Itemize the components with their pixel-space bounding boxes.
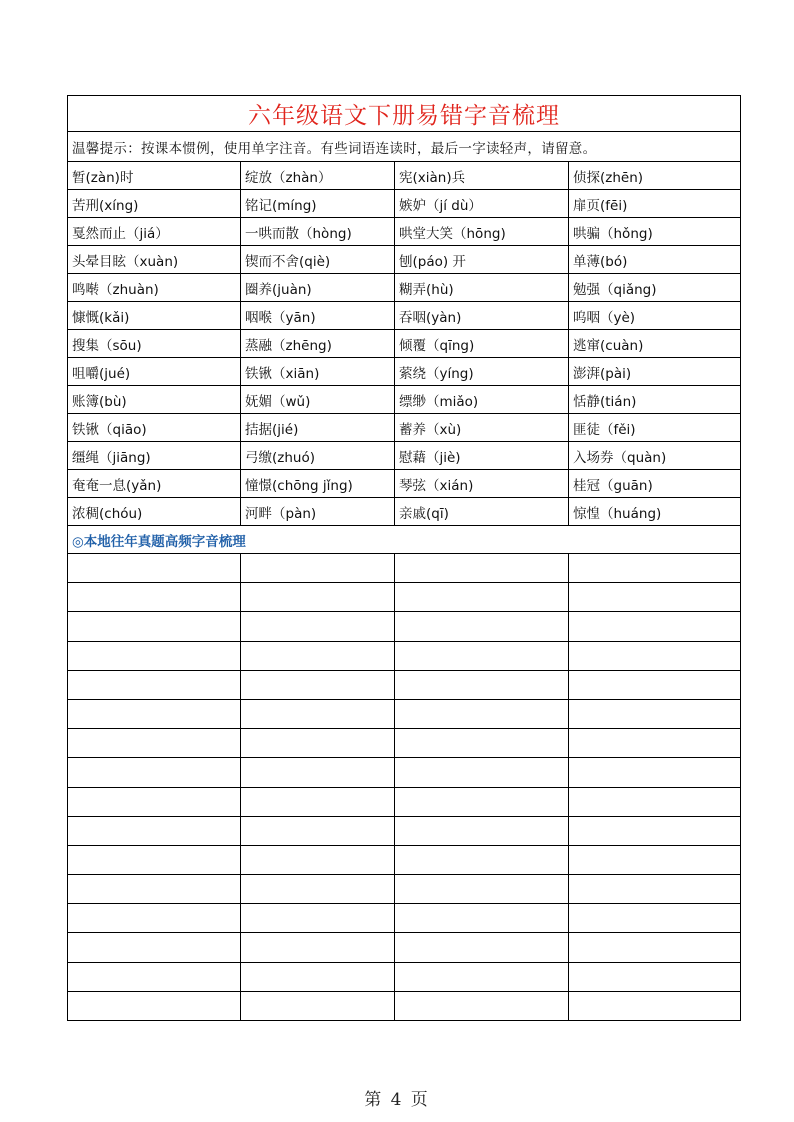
table-row <box>68 358 741 386</box>
blank-cell <box>68 554 241 583</box>
word-cell: 哄骗（hǒng) <box>569 218 741 246</box>
blank-row <box>68 641 741 670</box>
blank-cell <box>68 699 241 728</box>
blank-cell <box>395 670 569 699</box>
blank-cell <box>241 991 395 1020</box>
blank-cell <box>395 641 569 670</box>
table-row <box>68 218 741 246</box>
blank-cell <box>241 875 395 904</box>
title-row <box>68 96 741 132</box>
word-cell: 拮据(jié) <box>241 414 395 442</box>
blank-cell <box>395 758 569 787</box>
blank-cell <box>569 787 741 816</box>
blank-row <box>68 962 741 991</box>
blank-row <box>68 991 741 1020</box>
blank-cell <box>569 729 741 758</box>
word-cell: 缥缈（miǎo) <box>395 386 569 414</box>
word-cell: 浓稠(chóu) <box>68 498 241 526</box>
blank-cell <box>395 962 569 991</box>
blank-cell <box>395 816 569 845</box>
word-cell: 慰藉（jiè) <box>395 442 569 470</box>
blank-cell <box>569 612 741 641</box>
section-row <box>68 526 741 554</box>
word-cell: 缰绳（jiāng) <box>68 442 241 470</box>
word-cell: 蓄养（xù) <box>395 414 569 442</box>
word-cell: 戛然而止（jiá） <box>68 218 241 246</box>
blank-cell <box>569 583 741 612</box>
word-cell: 暂(zàn)时 <box>68 162 241 190</box>
blank-cell <box>395 991 569 1020</box>
blank-cell <box>241 962 395 991</box>
tip-row <box>68 132 741 162</box>
word-cell: 匪徒（fěi) <box>569 414 741 442</box>
word-cell: 糊弄(hù) <box>395 274 569 302</box>
table-row <box>68 414 741 442</box>
blank-cell <box>68 991 241 1020</box>
word-cell: 苦刑(xíng) <box>68 190 241 218</box>
blank-cell <box>68 787 241 816</box>
blank-cell <box>395 583 569 612</box>
word-cell: 亲戚(qī) <box>395 498 569 526</box>
blank-cell <box>395 845 569 874</box>
word-cell: 刨(páo) 开 <box>395 246 569 274</box>
blank-row <box>68 583 741 612</box>
word-cell: 河畔（pàn) <box>241 498 395 526</box>
word-cell: 萦绕（yíng) <box>395 358 569 386</box>
blank-cell <box>68 612 241 641</box>
word-cell: 弓缴(zhuó) <box>241 442 395 470</box>
blank-row <box>68 554 741 583</box>
blank-cell <box>569 670 741 699</box>
word-cell: 铭记(míng) <box>241 190 395 218</box>
blank-cell <box>241 583 395 612</box>
word-cell: 嫉妒（jí dù） <box>395 190 569 218</box>
word-cell: 澎湃(pài) <box>569 358 741 386</box>
blank-cell <box>241 816 395 845</box>
blank-cell <box>241 554 395 583</box>
blank-cell <box>241 904 395 933</box>
word-cell: 蒸融（zhēng) <box>241 330 395 358</box>
word-cell: 侦探(zhēn) <box>569 162 741 190</box>
blank-cell <box>241 845 395 874</box>
table-row <box>68 442 741 470</box>
blank-cell <box>68 641 241 670</box>
blank-cell <box>241 787 395 816</box>
word-cell: 咀嚼(jué) <box>68 358 241 386</box>
word-cell: 逃窜(cuàn) <box>569 330 741 358</box>
blank-row <box>68 670 741 699</box>
word-cell: 慷慨(kǎi) <box>68 302 241 330</box>
word-cell: 勉强（qiǎng) <box>569 274 741 302</box>
blank-cell <box>68 583 241 612</box>
word-cell: 账簿(bù) <box>68 386 241 414</box>
word-cell: 呜咽（yè) <box>569 302 741 330</box>
word-cell: 圈养(juàn) <box>241 274 395 302</box>
word-cell: 一哄而散（hòng) <box>241 218 395 246</box>
blank-cell <box>68 758 241 787</box>
word-cell: 锲而不舍(qiè) <box>241 246 395 274</box>
page-number: 第 4 页 <box>364 1090 430 1110</box>
blank-cell <box>569 816 741 845</box>
word-cell: 哄堂大笑（hōng) <box>395 218 569 246</box>
blank-cell <box>569 962 741 991</box>
word-cell: 入场券（quàn) <box>569 442 741 470</box>
table-row <box>68 190 741 218</box>
blank-cell <box>241 699 395 728</box>
blank-cell <box>569 554 741 583</box>
word-cell: 妩媚（wǔ) <box>241 386 395 414</box>
pronunciation-table <box>67 95 741 1021</box>
blank-cell <box>569 845 741 874</box>
blank-cell <box>68 816 241 845</box>
blank-cell <box>68 962 241 991</box>
blank-row <box>68 933 741 962</box>
table-row <box>68 470 741 498</box>
blank-cell <box>68 845 241 874</box>
word-cell: 惊惶（huáng) <box>569 498 741 526</box>
word-cell: 倾覆（qīng) <box>395 330 569 358</box>
word-cell: 鸣啭（zhuàn) <box>68 274 241 302</box>
blank-cell <box>569 699 741 728</box>
blank-cell <box>68 729 241 758</box>
table-row <box>68 162 741 190</box>
blank-row <box>68 875 741 904</box>
blank-cell <box>395 554 569 583</box>
word-cell: 琴弦（xián) <box>395 470 569 498</box>
table-row <box>68 246 741 274</box>
word-cell: 扉页(fēi) <box>569 190 741 218</box>
word-cell: 铁锹（qiāo) <box>68 414 241 442</box>
blank-cell <box>395 875 569 904</box>
word-cell: 单薄(bó) <box>569 246 741 274</box>
blank-cell <box>395 933 569 962</box>
word-cell: 奄奄一息(yǎn) <box>68 470 241 498</box>
blank-cell <box>395 904 569 933</box>
word-cell: 宪(xiàn)兵 <box>395 162 569 190</box>
blank-row <box>68 729 741 758</box>
blank-cell <box>395 699 569 728</box>
blank-cell <box>241 670 395 699</box>
word-cell: 桂冠（guān) <box>569 470 741 498</box>
blank-cell <box>241 641 395 670</box>
word-cell: 吞咽(yàn) <box>395 302 569 330</box>
page-title: 六年级语文下册易错字音梳理 <box>68 96 741 132</box>
table-row <box>68 498 741 526</box>
blank-cell <box>241 758 395 787</box>
blank-cell <box>395 612 569 641</box>
word-cell: 憧憬(chōng jǐng) <box>241 470 395 498</box>
blank-cell <box>569 991 741 1020</box>
blank-row <box>68 787 741 816</box>
blank-cell <box>569 875 741 904</box>
blank-cell <box>241 612 395 641</box>
word-cell: 铁锹（xiān) <box>241 358 395 386</box>
word-cell: 搜集（sōu) <box>68 330 241 358</box>
word-cell: 恬静(tián) <box>569 386 741 414</box>
blank-cell <box>569 904 741 933</box>
word-cell: 头晕目眩（xuàn) <box>68 246 241 274</box>
blank-cell <box>395 729 569 758</box>
section-title: ◎本地往年真题高频字音梳理 <box>68 526 741 554</box>
blank-cell <box>68 875 241 904</box>
blank-row <box>68 816 741 845</box>
blank-row <box>68 612 741 641</box>
blank-cell <box>395 787 569 816</box>
blank-row <box>68 758 741 787</box>
blank-row <box>68 699 741 728</box>
tip-text: 温馨提示：按课本惯例，使用单字注音。有些词语连读时，最后一字读轻声，请留意。 <box>68 132 741 162</box>
word-cell: 咽喉（yān) <box>241 302 395 330</box>
blank-row <box>68 845 741 874</box>
table-row <box>68 302 741 330</box>
blank-cell <box>68 933 241 962</box>
blank-cell <box>68 670 241 699</box>
table-row <box>68 386 741 414</box>
blank-cell <box>241 933 395 962</box>
table-row <box>68 274 741 302</box>
blank-cell <box>68 904 241 933</box>
blank-row <box>68 904 741 933</box>
word-cell: 绽放（zhàn） <box>241 162 395 190</box>
blank-cell <box>241 729 395 758</box>
blank-cell <box>569 758 741 787</box>
table-row <box>68 330 741 358</box>
blank-cell <box>569 933 741 962</box>
blank-cell <box>569 641 741 670</box>
